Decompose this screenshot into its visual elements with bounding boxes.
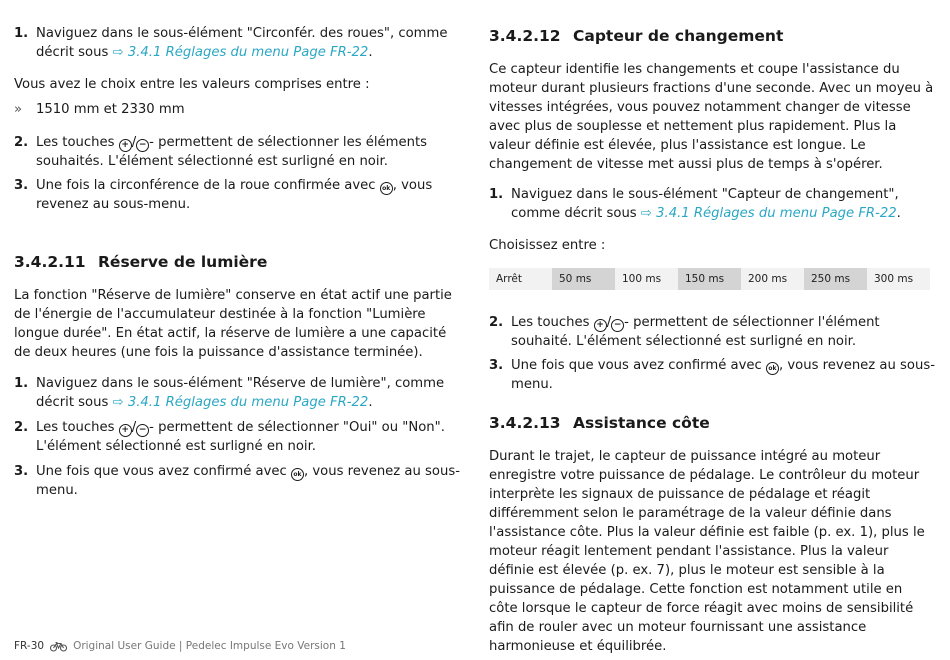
option-cell: 150 ms [678, 268, 741, 290]
link-arrow-icon: ⇨ [112, 395, 124, 410]
capteur-changement-paragraph: Ce capteur identifie les changements et coupe l'assistance du moteur durant plusieurs fractions d'une seconde. Avec un moyeu à vitesses intégrées, vous pouvez notamment changer de vitesse avec plus de souplesse et nettement plus rapidement. Plus la valeur définie est élevée, plus l'assistance est longue. Le changement de vitesse met aussi plus de temps à s'opérer. [489, 62, 934, 172]
section-heading-reserve-lumiere: 3.4.2.11 Réserve de lumière [14, 253, 268, 271]
option-cell: 300 ms [867, 268, 930, 290]
plus-key-icon: + [119, 139, 132, 152]
cross-reference-link[interactable]: 3.4.1 Réglages du menu Page FR-22 [127, 45, 369, 60]
minus-key-icon: − [136, 424, 149, 437]
options-table [489, 268, 930, 290]
cross-reference-link[interactable]: 3.4.1 Réglages du menu Page FR-22 [656, 206, 897, 221]
range-bullet: » 1510 mm et 2330 mm [14, 102, 185, 117]
page-footer [14, 640, 346, 652]
assistance-cote-paragraph: Durant le trajet, le capteur de puissance intégré au moteur enregistre votre puissance de pédalage. Le contrôleur du moteur interprète les signaux de puissance de pédalage et réagit différemment selon le paramétrage de la valeur définie dans l'assistance côte. Plus la valeur définie est faible (p. ex. 1), plus le moteur réagit lentement pendant l'assistance. Plus la valeur définie est élevée (p. ex. 7), plus le moteur est sensible à la puissance de pédalage. Cette fonction est notamment utile en côte lorsque le capteur de force réagit avec moins de sensibilité afin de rouler avec un moteur fournissant une assistance harmonieuse et équilibrée. [489, 449, 925, 654]
reserve-step-1: 1. Naviguez dans le sous-élément "Réserve de lumière", comme décrit sous ⇨ 3.4.1 Réglages du menu Page FR-22. [14, 376, 445, 410]
left-step-1: 1. Naviguez dans le sous-élément "Circonfér. des roues", comme décrit sous ⇨ 3.4.1 Réglages du menu Page FR-22. [14, 26, 448, 60]
footer-text: Original User Guide | Pedelec Impulse Evo Version 1 [73, 640, 346, 652]
choose-label: Choisissez entre : [489, 238, 606, 253]
plus-key-icon: + [594, 319, 607, 332]
reserve-step-2: 2. Les touches + / − - permettent de sélectionner "Oui" ou "Non". L'élément sélectionné est surligné en noir. [14, 420, 445, 454]
left-step-2: 2. Les touches + / − - permettent de sélectionner les éléments souhaités. L'élément sélectionné est surligné en noir. [14, 135, 428, 169]
capteur-step-1: 1. Naviguez dans le sous-élément "Capteur de changement", comme décrit sous ⇨ 3.4.1 Réglages du menu Page FR-22. [489, 187, 901, 221]
capteur-step-3: 3. Une fois que vous avez confirmé avec ok , vous revenez au sous-menu. [489, 358, 935, 392]
capteur-step-2: 2. Les touches + / − - permettent de sélectionner l'élément souhaité. L'élément sélectionné est surligné en noir. [489, 315, 880, 349]
bicycle-icon [50, 641, 67, 652]
section-heading-capteur-changement: 3.4.2.12 Capteur de changement [489, 27, 784, 45]
reserve-lumiere-paragraph: La fonction "Réserve de lumière" conserve en état actif une partie de l'énergie de l'accumulateur destinée à la fonction "Lumière longue durée". En état actif, la réserve de lumière a une capacité de deux heures (une fois la puissance d'assistance terminée). [14, 288, 452, 360]
minus-key-icon: − [611, 319, 624, 332]
reserve-step-3: 3. Une fois que vous avez confirmé avec ok , vous revenez au sous-menu. [14, 464, 460, 498]
link-arrow-icon: ⇨ [112, 45, 124, 60]
ok-key-icon: ok [291, 468, 304, 481]
ok-key-icon: ok [380, 182, 393, 195]
link-arrow-icon: ⇨ [640, 206, 652, 221]
plus-key-icon: + [119, 424, 132, 437]
cross-reference-link[interactable]: 3.4.1 Réglages du menu Page FR-22 [127, 395, 369, 410]
ok-key-icon: ok [766, 362, 779, 375]
option-cell: 200 ms [741, 268, 804, 290]
option-cell: 50 ms [552, 268, 615, 290]
option-cell: 250 ms [804, 268, 867, 290]
left-step-3: 3. Une fois la circonférence de la roue confirmée avec ok , vous revenez au sous-menu. [14, 178, 433, 212]
section-heading-assistance-cote: 3.4.2.13 Assistance côte [489, 414, 710, 432]
option-cell: 100 ms [615, 268, 678, 290]
option-cell: Arrêt [489, 268, 552, 290]
page-number: FR-30 [14, 640, 45, 652]
choice-intro: Vous avez le choix entre les valeurs comprises entre : [14, 77, 370, 92]
bullet-icon: » [14, 102, 23, 117]
minus-key-icon: − [136, 139, 149, 152]
